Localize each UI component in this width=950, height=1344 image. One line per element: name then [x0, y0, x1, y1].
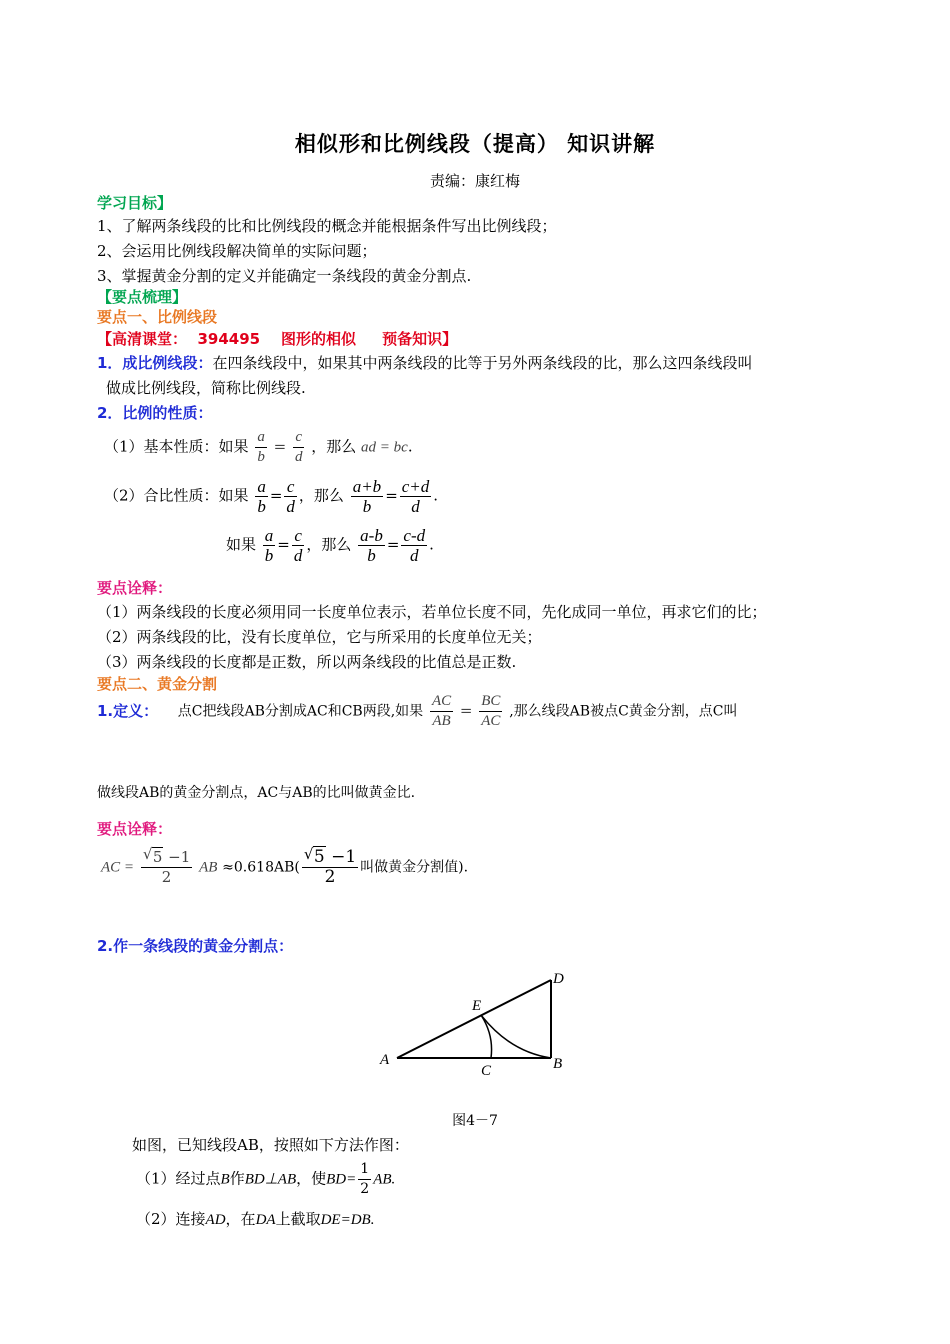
label-e: E [472, 998, 482, 1014]
difference-property: 如果 $\frac{a}{b}$ = $\frac{c}{d}$ ，那么 $\frac{a-b}{b}$ = $\frac{c-d}{d}$ . [226, 526, 434, 565]
construct-step-1: （1）经过点B作BD⊥AB，使BD= $\frac{1}{2}$ AB. [136, 1161, 396, 1197]
fraction-bc-ac: $\frac{BC}{AC}$ [481, 693, 501, 729]
definition-label: 1．成比例线段： [97, 354, 213, 372]
notes-label: 要点诠释： [97, 579, 173, 597]
objectives-heading: 学习目标】 [97, 194, 173, 212]
label-b: B [553, 1056, 563, 1072]
point1-heading: 要点一、比例线段 [97, 308, 218, 326]
fraction-one-half: $\frac{1}{2}$ [360, 1161, 370, 1197]
page-title: 相似形和比例线段（提高） 知识讲解 [294, 132, 656, 156]
basic-property: （1）基本性质：如果 $\frac{a}{b}$ = $\frac{c}{d}$ ，那么 ad = bc. [104, 429, 413, 465]
golden-formula [101, 845, 469, 887]
properties-label: 2．比例的性质： [97, 404, 213, 422]
summary-heading: 【要点梳理】 [97, 288, 188, 306]
sum-prefix: （2）合比性质：如果 [104, 486, 249, 505]
golden-notes-label: 要点诠释： [97, 820, 173, 838]
note-item: （3）两条线段的长度都是正数，所以两条线段的比值总是正数. [97, 653, 517, 671]
label-d: D [553, 971, 564, 987]
fraction-c-d: $\frac{c}{d}$ [294, 429, 303, 465]
golden-def-text-b: ,那么线段AB被点C黄金分割，点C叫 [509, 703, 738, 720]
fraction-ac-ab: $\frac{AC}{AB}$ [431, 693, 452, 729]
fraction-c-d: $\frac{c}{d}$ [286, 477, 295, 516]
fraction-golden-value: √ 5 −1 2 [303, 845, 357, 887]
fraction-c-d: $\frac{c}{d}$ [293, 526, 303, 565]
golden-section-figure [370, 960, 580, 1085]
objective-item: 3、掌握黄金分割的定义并能确定一条线段的黄金分割点. [97, 267, 472, 285]
ab-after: AB [199, 859, 218, 876]
diff-prefix: 如果 [226, 535, 257, 554]
basic-result: ad = bc [361, 439, 408, 456]
golden-def-text-a: 点C把线段AB分割成AC和CB两段,如果 [177, 703, 424, 720]
basic-prefix: （1）基本性质：如果 [104, 437, 249, 456]
segment-ad [397, 980, 551, 1058]
fraction-cmd-d: $\frac{c-d}{d}$ [403, 526, 426, 565]
fraction-sqrt5-minus1-over-2: √ 5 −1 2 [142, 845, 191, 886]
objective-item: 2、会运用比例线段解决简单的实际问题； [97, 242, 377, 260]
objective-item: 1、了解两条线段的比和比例线段的概念并能根据条件写出比例线段； [97, 217, 557, 235]
sum-property: （2）合比性质：如果 $\frac{a}{b}$ = $\frac{c}{d}$ ，那么 $\frac{a+b}{b}$ = $\frac{c+d}{d}$ . [104, 477, 439, 516]
construct-intro: 如图，已知线段AB，按照如下方法作图： [132, 1136, 409, 1154]
fraction-a-b: $\frac{a}{b}$ [257, 477, 266, 516]
definition-text: 在四条线段中，如果其中两条线段的比等于另外两条线段的比，那么这四条线段叫 [212, 354, 753, 372]
editor-line: 责编：康红梅 [429, 172, 520, 190]
fraction-amb-b: $\frac{a-b}{b}$ [360, 526, 383, 565]
construct-step-2: （2）连接AD，在DA上截取DE=DB. [136, 1210, 375, 1228]
golden-def-label: 1.定义： [97, 701, 159, 720]
label-a: A [380, 1052, 390, 1068]
fraction-apb-b: $\frac{a+b}{b}$ [352, 477, 382, 516]
golden-definition: 1.定义： 点C把线段AB分割成AC和CB两段,如果 $\frac{AC}{AB}$ = $\frac{BC}{AC}$ ,那么线段AB被点C黄金分割，点C叫 [97, 693, 738, 729]
course-reference: 【高清课堂： 394495 图形的相似 预备知识】 [97, 330, 458, 348]
fraction-cpd-d: $\frac{c+d}{d}$ [401, 477, 430, 516]
label-c: C [481, 1063, 492, 1079]
figure-caption: 图4－7 [452, 1113, 498, 1129]
proportional-definition [97, 352, 752, 373]
note-item: （2）两条线段的比，没有长度单位，它与所采用的长度单位无关； [97, 628, 542, 646]
construct-label: 2.作一条线段的黄金分割点： [97, 937, 294, 955]
approx-text: ≈0.618AB( [222, 859, 300, 876]
ac-equals: AC = [101, 859, 135, 876]
note-item: （1）两条线段的长度必须用同一长度单位表示，若单位长度不同，先化成同一单位，再求它们的比； [97, 603, 767, 621]
golden-def-text-2: 做线段AB的黄金分割点，AC与AB的比叫做黄金比. [97, 785, 416, 801]
approx-tail: 叫做黄金分割值). [360, 859, 469, 876]
definition-text-2: 做成比例线段，简称比例线段. [106, 379, 306, 397]
fraction-a-b: $\frac{a}{b}$ [264, 526, 274, 565]
fraction-a-b: $\frac{a}{b}$ [257, 429, 265, 465]
point2-heading: 要点二、黄金分割 [97, 675, 218, 693]
